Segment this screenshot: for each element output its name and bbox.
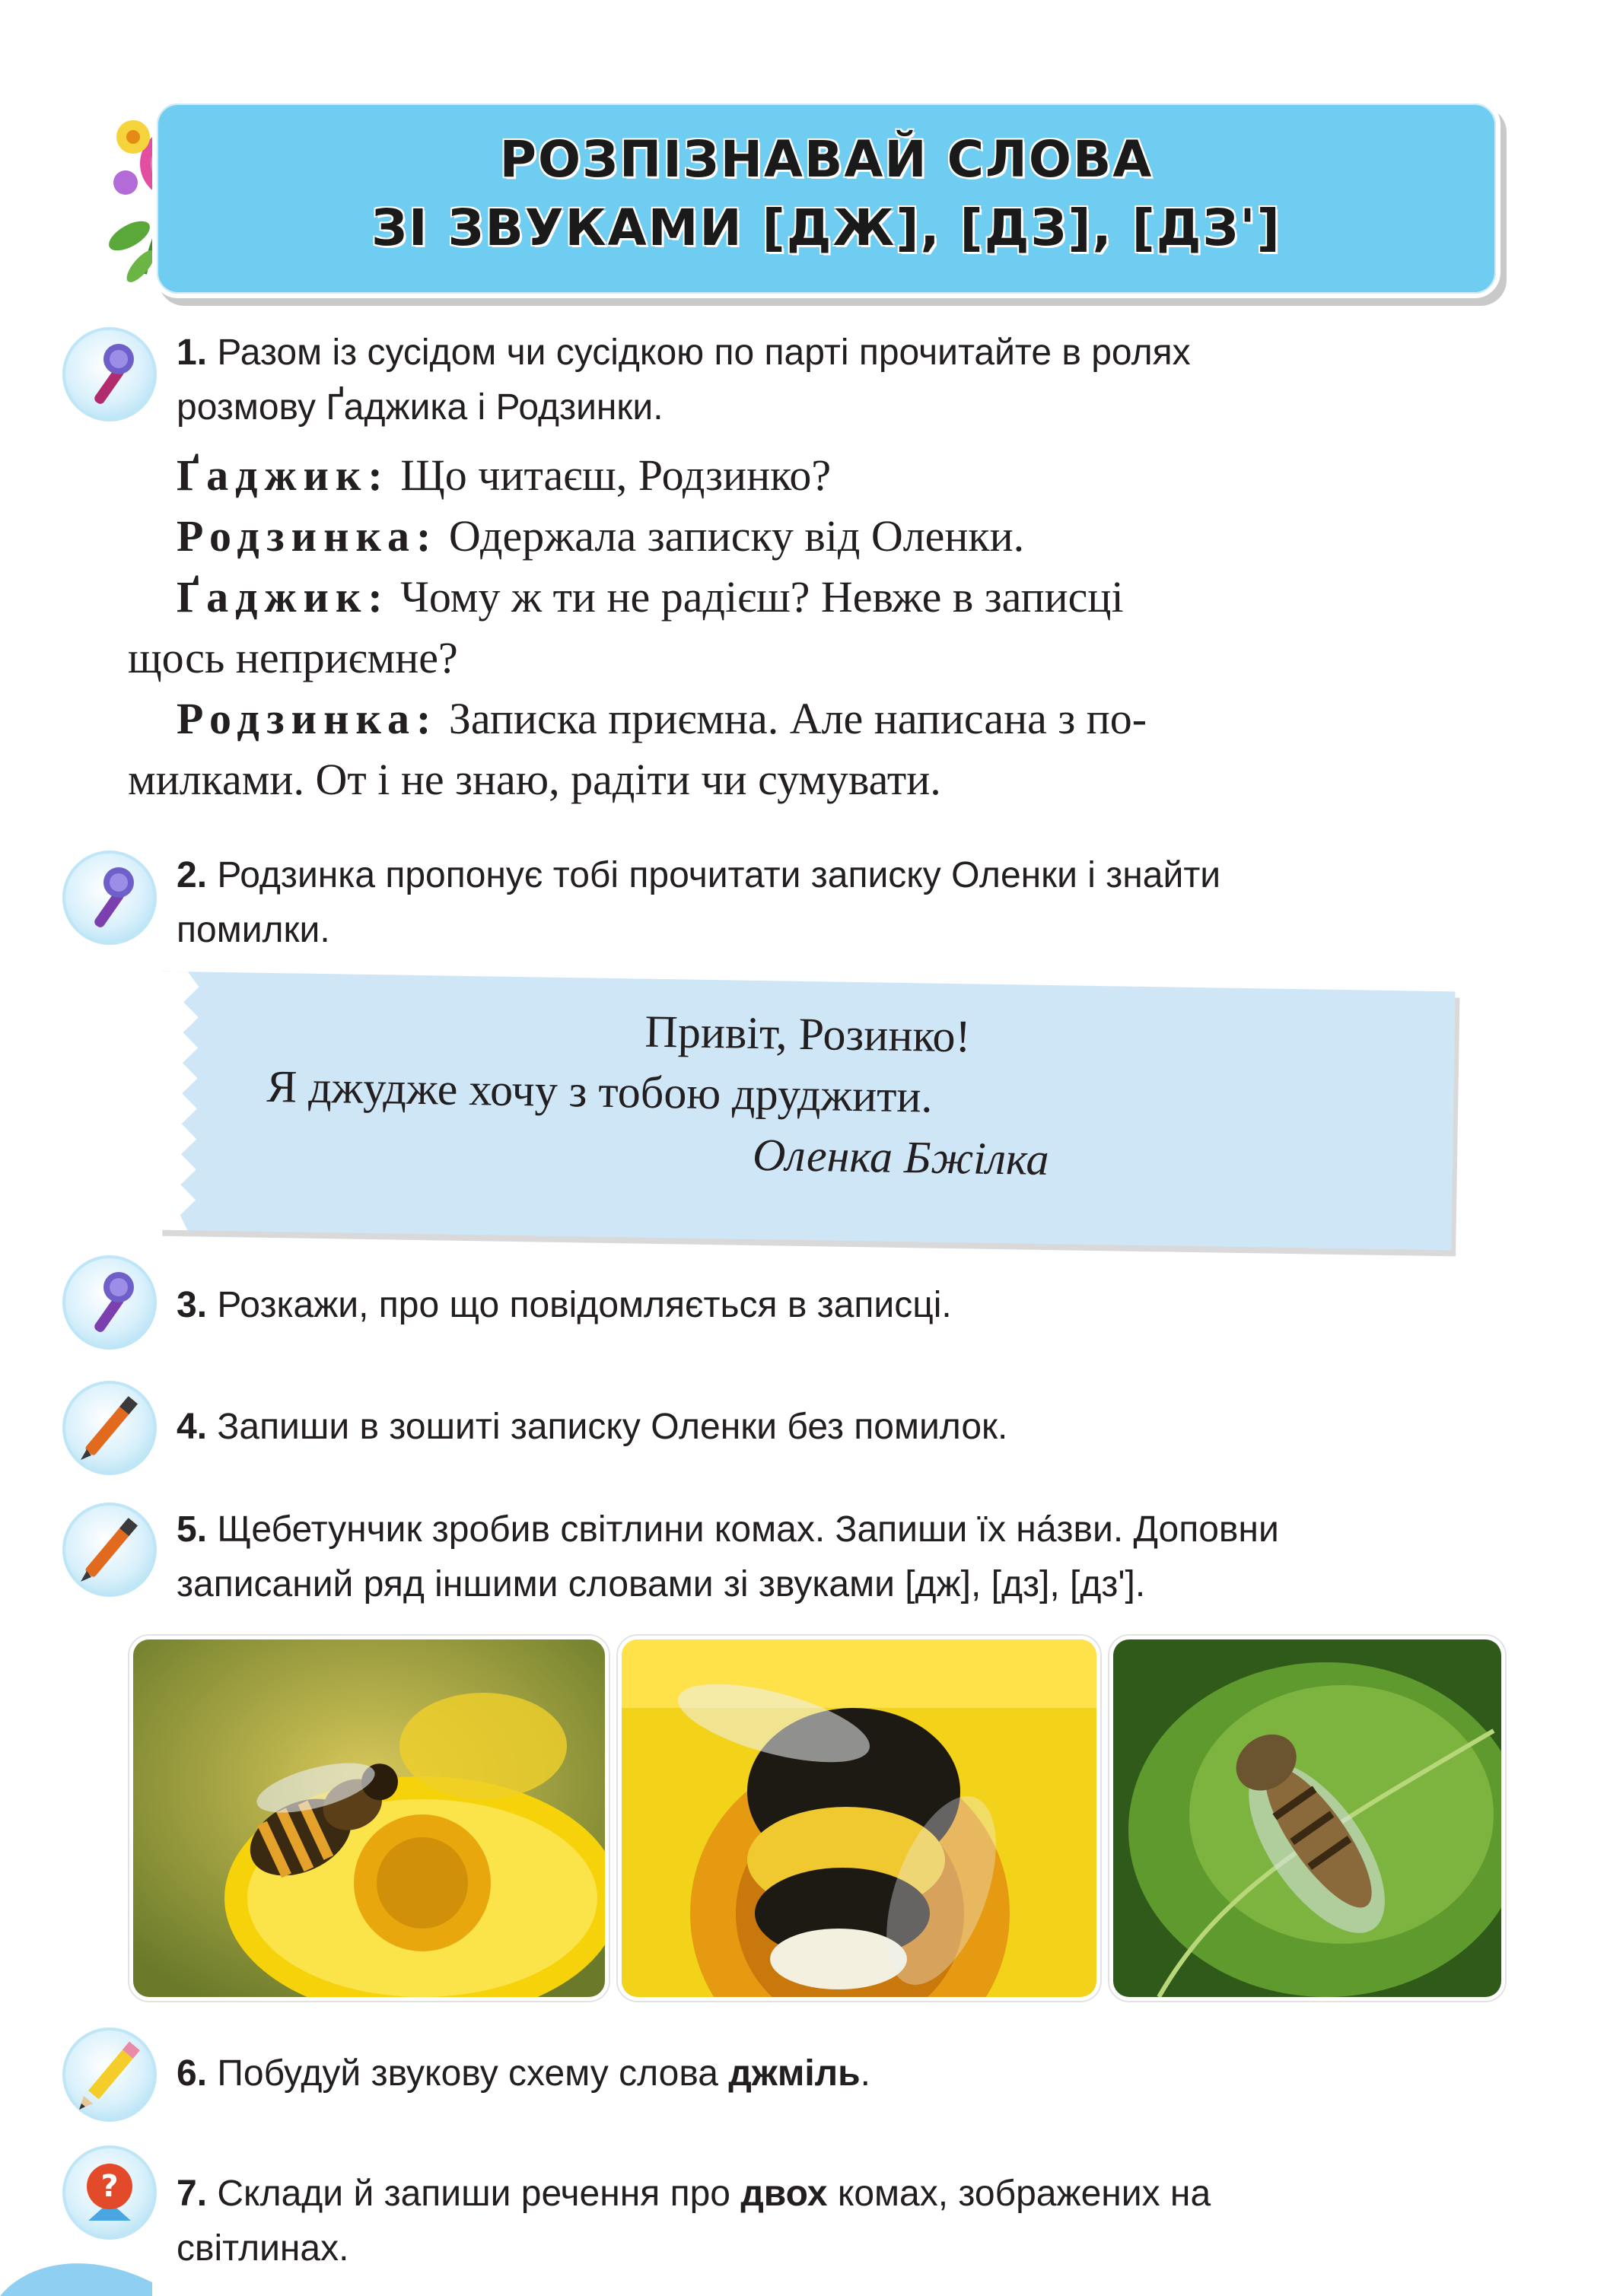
photo-bumblebee: [618, 1636, 1100, 2001]
dialogue-text: Записка приємна. Але написана з по-: [448, 694, 1147, 743]
task-7-instruction: [177, 2167, 1546, 2276]
task-6-period: .: [860, 2053, 870, 2094]
task-1-text-line-1: Разом із сусідом чи сусідкою по парті прочитайте в ролях: [217, 332, 1191, 373]
dialogue-line-4: [177, 688, 1546, 749]
pen-icon: [62, 1503, 157, 1597]
task-7-text-after: комах, зображених на: [827, 2174, 1211, 2214]
title-line-2: ЗІ ЗВУКАМИ [ДЖ], [ДЗ], [ДЗ']: [371, 199, 1281, 257]
task-5-instruction: [177, 1503, 1592, 1612]
corner-decoration: [0, 2252, 152, 2296]
note-greeting: Привіт, Розинко!: [644, 1006, 972, 1062]
task-5-text-line-1: Щебетунчик зробив світлини комах. Запиши їх на́зви. Доповни: [217, 1509, 1279, 1550]
task-5-text-line-2: записаний ряд іншими словами зі звуками [дж], [дз], [дз'].: [177, 1564, 1146, 1604]
task-6-text: Побудуй звукову схему слова: [217, 2053, 729, 2094]
dialogue-text: Одержала записку від Оленки.: [448, 511, 1025, 561]
task-4-instruction: [177, 1400, 1546, 1455]
task-2-text-line-1: Родзинка пропонує тобі прочитати записку Оленки і знайти: [217, 855, 1221, 895]
speaker-label: Родзинка:: [177, 511, 438, 561]
microphone-icon: [62, 1255, 157, 1350]
speaker-label: Ґаджик:: [177, 572, 390, 622]
task-2-number: 2.: [177, 855, 208, 895]
task-7-text-before: Склади й запиши речення про: [217, 2174, 741, 2214]
task-2-instruction: [177, 848, 1546, 958]
task-6-number: 6.: [177, 2053, 208, 2094]
dialogue-continuation-3: щось неприємне?: [128, 633, 458, 682]
question-icon: [62, 2145, 157, 2240]
title-banner: [152, 99, 1500, 298]
task-6-instruction: [177, 2046, 1546, 2101]
photo-horsefly: [1109, 1636, 1505, 2001]
title-line-1: РОЗПІЗНАВАЙ СЛОВА: [499, 130, 1154, 189]
dialogue-continuation-4: милками. От і не знаю, радіти чи сумувати.: [128, 755, 941, 804]
task-1-text-line-2: розмову Ґаджика і Родзинки.: [177, 387, 664, 428]
dialogue-text: Що читаєш, Родзинко?: [400, 450, 832, 500]
task-4-text: Запиши в зошиті записку Оленки без помилок.: [217, 1407, 1008, 1447]
task-3-text: Розкажи, про що повідомляється в записці.: [217, 1285, 952, 1325]
microphone-icon: [62, 851, 157, 945]
task-7-number: 7.: [177, 2174, 208, 2214]
dialogue-line-2: [177, 506, 1546, 567]
pencil-icon: [62, 2027, 157, 2122]
microphone-icon: [62, 327, 157, 421]
dialogue-line-3: [177, 567, 1546, 628]
pen-icon: [62, 1381, 157, 1475]
svg-text:?: ?: [100, 2169, 119, 2204]
note-signature: Оленка Бжілка: [752, 1129, 1050, 1185]
speaker-label: Родзинка:: [177, 694, 438, 743]
task-1-instruction: [177, 326, 1546, 435]
task-3-instruction: [177, 1278, 1546, 1333]
photo-bee: [129, 1636, 609, 2001]
note-body: Я джудже хочу з тобою друджити.: [266, 1061, 934, 1122]
speaker-label: Ґаджик:: [177, 450, 390, 500]
dialogue-line-1: [177, 445, 1546, 506]
task-5-number: 5.: [177, 1509, 208, 1550]
task-7-text-line-2: світлинах.: [177, 2228, 349, 2269]
task-4-number: 4.: [177, 1407, 208, 1447]
note-card: [158, 972, 1455, 1251]
task-7-bold-word: двох: [740, 2174, 828, 2214]
dialogue-text: Чому ж ти не радієш? Невже в записці: [400, 572, 1124, 622]
task-6-bold-word: джміль: [728, 2053, 861, 2094]
task-2-text-line-2: помилки.: [177, 910, 330, 950]
task-1-number: 1.: [177, 332, 208, 373]
task-3-number: 3.: [177, 1285, 208, 1325]
